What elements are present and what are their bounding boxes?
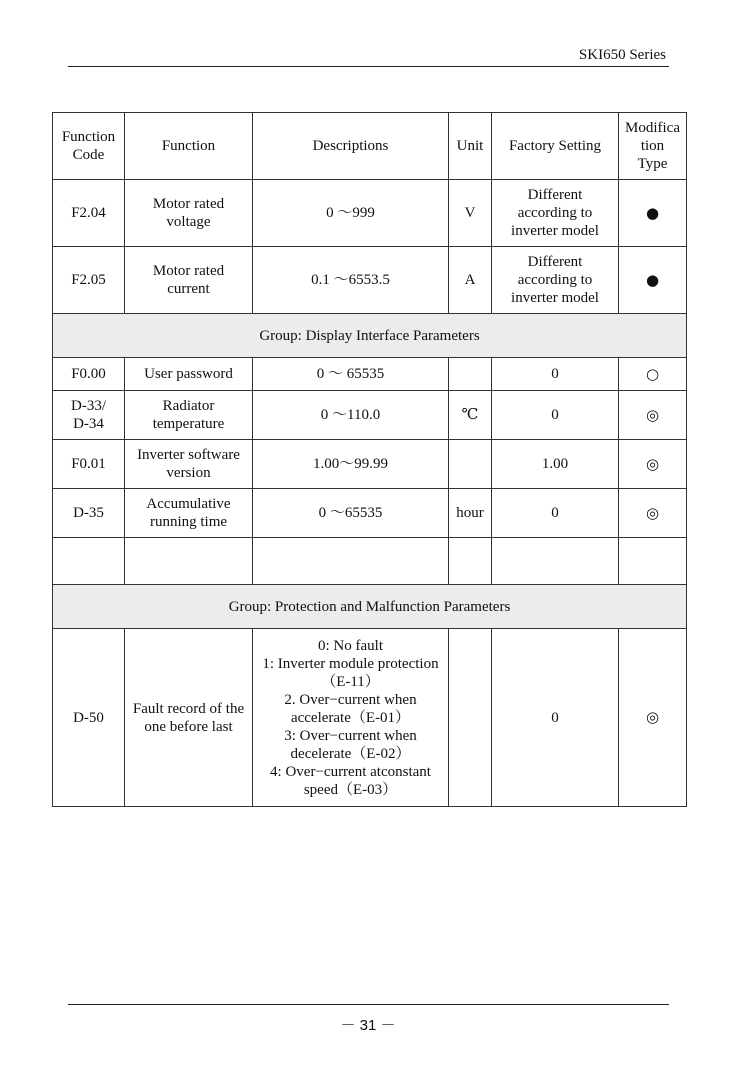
group-title-protection: Group: Protection and Malfunction Parameters	[53, 585, 687, 629]
empty-cell	[449, 538, 492, 585]
table-row	[53, 358, 687, 391]
factory-line: according to	[517, 205, 593, 221]
col-header-factory-setting: Factory Setting	[492, 113, 619, 180]
parameter-table	[52, 112, 687, 807]
function-line: Motor rated	[152, 196, 225, 212]
group-row	[53, 585, 687, 629]
unit-cell: hour	[449, 489, 492, 538]
factory-setting-cell: 0	[492, 489, 619, 538]
function-cell	[125, 440, 253, 489]
modification-symbol: ◎	[645, 503, 660, 522]
group-row	[53, 314, 687, 358]
unit-cell: ℃	[449, 391, 492, 440]
function-code-cell: D-50	[53, 629, 125, 807]
description-line: accelerate（E-01）	[290, 709, 411, 726]
factory-setting-cell: 1.00	[492, 440, 619, 489]
function-line: Accumulative	[146, 496, 231, 512]
description-line: （E-11）	[321, 673, 380, 690]
function-line: version	[166, 465, 211, 481]
function-line: Fault record of the	[132, 700, 245, 717]
code-line: D-33/	[71, 398, 106, 414]
modification-type-cell	[619, 391, 687, 440]
code-line: D-34	[73, 416, 104, 432]
col-header-modification-type	[619, 113, 687, 180]
description-cell: 0 ～65535	[253, 489, 449, 538]
table-row	[53, 391, 687, 440]
description-line: 2. Over−current when	[284, 691, 417, 708]
description-line: 4: Over−current atconstant	[270, 763, 431, 780]
function-line: Inverter software	[137, 447, 240, 463]
col-header-line: Modifica	[625, 120, 680, 136]
col-header-function-code	[53, 113, 125, 180]
factory-line: inverter model	[511, 290, 599, 306]
description-cell: 0 ～110.0	[253, 391, 449, 440]
description-cell: 0 ～999	[253, 180, 449, 247]
factory-line: inverter model	[511, 223, 599, 239]
factory-line: Different	[527, 187, 583, 203]
function-code-cell	[53, 391, 125, 440]
function-cell	[125, 180, 253, 247]
function-cell	[125, 489, 253, 538]
description-cell: 0.1 ～6553.5	[253, 247, 449, 314]
empty-row	[53, 538, 687, 585]
function-line: Motor rated	[152, 263, 225, 279]
function-cell	[125, 391, 253, 440]
description-line: speed（E-03）	[303, 781, 398, 798]
col-header-line: Type	[637, 156, 668, 172]
function-cell: User password	[125, 358, 253, 391]
description-line: 0: No fault	[318, 637, 383, 654]
factory-setting-cell: 0	[492, 629, 619, 807]
modification-type-cell	[619, 440, 687, 489]
modification-symbol: ●	[645, 203, 660, 222]
function-cell	[125, 629, 253, 807]
empty-cell	[53, 538, 125, 585]
modification-type-cell	[619, 489, 687, 538]
description-cell: 1.00～99.99	[253, 440, 449, 489]
factory-line: Different	[527, 254, 583, 270]
function-code-cell: F0.00	[53, 358, 125, 391]
modification-type-cell	[619, 247, 687, 314]
modification-type-cell	[619, 358, 687, 391]
modification-symbol: ◎	[645, 405, 660, 424]
table-row	[53, 180, 687, 247]
description-cell: 0 ～ 65535	[253, 358, 449, 391]
empty-cell	[253, 538, 449, 585]
factory-setting-cell	[492, 180, 619, 247]
header-series-title: SKI650 Series	[578, 47, 666, 63]
modification-symbol: ○	[645, 364, 660, 383]
footer-rule	[68, 1004, 669, 1005]
factory-setting-cell: 0	[492, 358, 619, 391]
description-line: 3: Over−current when	[284, 727, 417, 744]
function-line: Radiator	[162, 398, 215, 414]
factory-setting-cell: 0	[492, 391, 619, 440]
header-rule	[68, 66, 669, 67]
unit-cell	[449, 358, 492, 391]
factory-setting-cell	[492, 247, 619, 314]
col-header-unit: Unit	[449, 113, 492, 180]
col-header-line: Function	[61, 129, 116, 145]
description-line: decelerate（E-02）	[290, 745, 411, 762]
description-line: 1: Inverter module protection	[262, 655, 439, 672]
unit-cell: A	[449, 247, 492, 314]
modification-type-cell	[619, 629, 687, 807]
table-header-row	[53, 113, 687, 180]
col-header-function: Function	[125, 113, 253, 180]
table-row	[53, 489, 687, 538]
col-header-descriptions: Descriptions	[253, 113, 449, 180]
empty-cell	[125, 538, 253, 585]
modification-symbol: ◎	[645, 454, 660, 473]
function-line: voltage	[166, 214, 211, 230]
unit-cell	[449, 440, 492, 489]
page-number: － 31 －	[340, 1017, 396, 1034]
unit-cell: V	[449, 180, 492, 247]
function-code-cell: F0.01	[53, 440, 125, 489]
function-line: temperature	[152, 416, 225, 432]
col-header-line: Code	[72, 147, 105, 163]
function-code-cell: D-35	[53, 489, 125, 538]
function-cell	[125, 247, 253, 314]
group-title-display: Group: Display Interface Parameters	[53, 314, 687, 358]
function-line: current	[167, 281, 210, 297]
empty-cell	[619, 538, 687, 585]
modification-symbol: ●	[645, 270, 660, 289]
table-row	[53, 629, 687, 807]
empty-cell	[492, 538, 619, 585]
col-header-line: tion	[640, 138, 665, 154]
description-cell	[253, 629, 449, 807]
unit-cell	[449, 629, 492, 807]
function-code-cell: F2.04	[53, 180, 125, 247]
function-line: running time	[149, 514, 228, 530]
factory-line: according to	[517, 272, 593, 288]
modification-type-cell	[619, 180, 687, 247]
table-row	[53, 247, 687, 314]
modification-symbol: ◎	[645, 708, 660, 726]
function-line: one before last	[144, 718, 233, 735]
table-row	[53, 440, 687, 489]
function-code-cell: F2.05	[53, 247, 125, 314]
